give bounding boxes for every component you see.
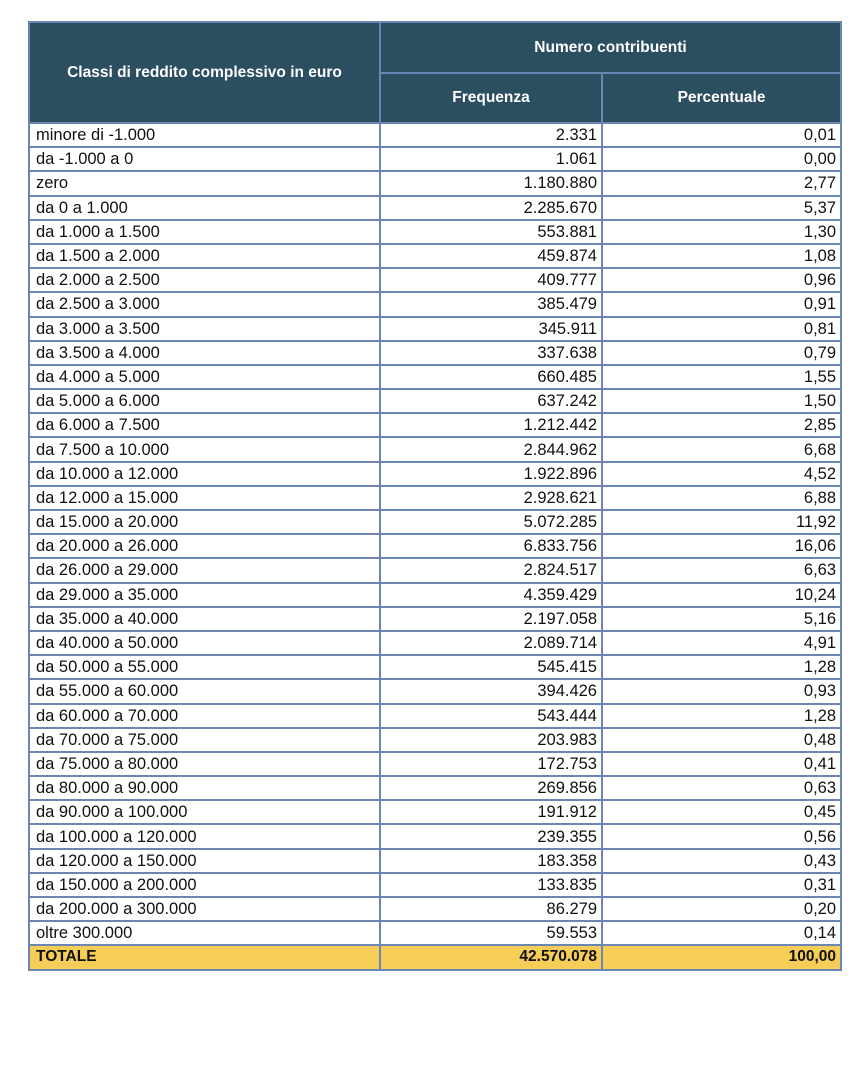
table-row xyxy=(29,558,841,582)
frequency-cell: 183.358 xyxy=(380,849,602,873)
table-row xyxy=(29,462,841,486)
income-class-cell: da -1.000 a 0 xyxy=(29,147,380,171)
income-class-cell: da 0 a 1.000 xyxy=(29,196,380,220)
table-row xyxy=(29,437,841,461)
percentage-cell: 0,43 xyxy=(602,849,841,873)
frequency-cell: 553.881 xyxy=(380,220,602,244)
frequency-cell: 203.983 xyxy=(380,728,602,752)
income-class-cell: da 5.000 a 6.000 xyxy=(29,389,380,413)
percentage-cell: 6,63 xyxy=(602,558,841,582)
header-frequency: Frequenza xyxy=(380,73,602,123)
frequency-cell: 345.911 xyxy=(380,317,602,341)
table-row xyxy=(29,897,841,921)
income-class-cell: da 80.000 a 90.000 xyxy=(29,776,380,800)
table-row xyxy=(29,776,841,800)
percentage-cell: 1,08 xyxy=(602,244,841,268)
percentage-cell: 5,16 xyxy=(602,607,841,631)
frequency-cell: 543.444 xyxy=(380,704,602,728)
percentage-cell: 2,77 xyxy=(602,171,841,195)
table-row xyxy=(29,752,841,776)
total-row xyxy=(29,945,841,969)
table-row xyxy=(29,486,841,510)
frequency-cell: 5.072.285 xyxy=(380,510,602,534)
table-row xyxy=(29,510,841,534)
percentage-cell: 0,93 xyxy=(602,679,841,703)
income-class-cell: da 4.000 a 5.000 xyxy=(29,365,380,389)
total-label: TOTALE xyxy=(29,945,380,969)
frequency-cell: 133.835 xyxy=(380,873,602,897)
percentage-cell: 10,24 xyxy=(602,583,841,607)
percentage-cell: 0,56 xyxy=(602,824,841,848)
table-row xyxy=(29,679,841,703)
frequency-cell: 385.479 xyxy=(380,292,602,316)
table-header xyxy=(29,22,841,123)
frequency-cell: 239.355 xyxy=(380,824,602,848)
income-class-cell: da 60.000 a 70.000 xyxy=(29,704,380,728)
income-class-cell: da 90.000 a 100.000 xyxy=(29,800,380,824)
percentage-cell: 1,28 xyxy=(602,655,841,679)
table-row xyxy=(29,873,841,897)
frequency-cell: 637.242 xyxy=(380,389,602,413)
income-class-cell: da 6.000 a 7.500 xyxy=(29,413,380,437)
frequency-cell: 2.844.962 xyxy=(380,437,602,461)
percentage-cell: 4,52 xyxy=(602,462,841,486)
table-row xyxy=(29,921,841,945)
income-classes-table xyxy=(28,21,842,971)
income-class-cell: da 12.000 a 15.000 xyxy=(29,486,380,510)
income-class-cell: da 3.500 a 4.000 xyxy=(29,341,380,365)
percentage-cell: 0,20 xyxy=(602,897,841,921)
income-class-cell: da 100.000 a 120.000 xyxy=(29,824,380,848)
frequency-cell: 2.197.058 xyxy=(380,607,602,631)
percentage-cell: 4,91 xyxy=(602,631,841,655)
table-row xyxy=(29,800,841,824)
frequency-cell: 59.553 xyxy=(380,921,602,945)
frequency-cell: 394.426 xyxy=(380,679,602,703)
table-body xyxy=(29,123,841,945)
table-row xyxy=(29,534,841,558)
percentage-cell: 0,79 xyxy=(602,341,841,365)
table-row xyxy=(29,631,841,655)
table-row xyxy=(29,849,841,873)
frequency-cell: 269.856 xyxy=(380,776,602,800)
table-row xyxy=(29,824,841,848)
income-class-cell: da 50.000 a 55.000 xyxy=(29,655,380,679)
percentage-cell: 1,30 xyxy=(602,220,841,244)
income-class-cell: zero xyxy=(29,171,380,195)
frequency-cell: 4.359.429 xyxy=(380,583,602,607)
income-class-cell: da 29.000 a 35.000 xyxy=(29,583,380,607)
percentage-cell: 0,01 xyxy=(602,123,841,147)
income-class-cell: da 150.000 a 200.000 xyxy=(29,873,380,897)
header-percentage: Percentuale xyxy=(602,73,841,123)
frequency-cell: 1.212.442 xyxy=(380,413,602,437)
income-class-cell: da 35.000 a 40.000 xyxy=(29,607,380,631)
table-row xyxy=(29,341,841,365)
percentage-cell: 0,41 xyxy=(602,752,841,776)
percentage-cell: 0,31 xyxy=(602,873,841,897)
income-class-cell: da 75.000 a 80.000 xyxy=(29,752,380,776)
percentage-cell: 0,63 xyxy=(602,776,841,800)
frequency-cell: 2.331 xyxy=(380,123,602,147)
income-class-cell: da 10.000 a 12.000 xyxy=(29,462,380,486)
frequency-cell: 6.833.756 xyxy=(380,534,602,558)
income-class-cell: oltre 300.000 xyxy=(29,921,380,945)
frequency-cell: 172.753 xyxy=(380,752,602,776)
income-class-cell: da 2.500 a 3.000 xyxy=(29,292,380,316)
table-row xyxy=(29,389,841,413)
percentage-cell: 1,50 xyxy=(602,389,841,413)
table-row xyxy=(29,607,841,631)
frequency-cell: 2.928.621 xyxy=(380,486,602,510)
income-classes-table-container xyxy=(28,21,840,971)
header-income-classes: Classi di reddito complessivo in euro xyxy=(29,22,380,123)
percentage-cell: 1,28 xyxy=(602,704,841,728)
frequency-cell: 409.777 xyxy=(380,268,602,292)
table-row xyxy=(29,244,841,268)
income-class-cell: da 3.000 a 3.500 xyxy=(29,317,380,341)
percentage-cell: 0,91 xyxy=(602,292,841,316)
table-row xyxy=(29,704,841,728)
income-class-cell: da 200.000 a 300.000 xyxy=(29,897,380,921)
table-row xyxy=(29,171,841,195)
percentage-cell: 2,85 xyxy=(602,413,841,437)
percentage-cell: 0,96 xyxy=(602,268,841,292)
percentage-cell: 0,48 xyxy=(602,728,841,752)
percentage-cell: 0,45 xyxy=(602,800,841,824)
income-class-cell: da 1.500 a 2.000 xyxy=(29,244,380,268)
table-row xyxy=(29,220,841,244)
income-class-cell: minore di -1.000 xyxy=(29,123,380,147)
table-row xyxy=(29,147,841,171)
percentage-cell: 0,81 xyxy=(602,317,841,341)
income-class-cell: da 26.000 a 29.000 xyxy=(29,558,380,582)
table-row xyxy=(29,365,841,389)
table-row xyxy=(29,413,841,437)
percentage-cell: 0,14 xyxy=(602,921,841,945)
table-row xyxy=(29,123,841,147)
total-frequency: 42.570.078 xyxy=(380,945,602,969)
table-row xyxy=(29,268,841,292)
table-row xyxy=(29,655,841,679)
frequency-cell: 545.415 xyxy=(380,655,602,679)
income-class-cell: da 40.000 a 50.000 xyxy=(29,631,380,655)
table-row xyxy=(29,196,841,220)
frequency-cell: 1.922.896 xyxy=(380,462,602,486)
table-row xyxy=(29,317,841,341)
percentage-cell: 16,06 xyxy=(602,534,841,558)
frequency-cell: 459.874 xyxy=(380,244,602,268)
percentage-cell: 6,88 xyxy=(602,486,841,510)
frequency-cell: 86.279 xyxy=(380,897,602,921)
income-class-cell: da 70.000 a 75.000 xyxy=(29,728,380,752)
total-percentage: 100,00 xyxy=(602,945,841,969)
frequency-cell: 2.089.714 xyxy=(380,631,602,655)
table-row xyxy=(29,583,841,607)
percentage-cell: 5,37 xyxy=(602,196,841,220)
table-row xyxy=(29,728,841,752)
frequency-cell: 1.061 xyxy=(380,147,602,171)
income-class-cell: da 20.000 a 26.000 xyxy=(29,534,380,558)
income-class-cell: da 120.000 a 150.000 xyxy=(29,849,380,873)
table-row xyxy=(29,292,841,316)
frequency-cell: 2.824.517 xyxy=(380,558,602,582)
income-class-cell: da 7.500 a 10.000 xyxy=(29,437,380,461)
income-class-cell: da 2.000 a 2.500 xyxy=(29,268,380,292)
percentage-cell: 6,68 xyxy=(602,437,841,461)
percentage-cell: 11,92 xyxy=(602,510,841,534)
header-taxpayer-count: Numero contribuenti xyxy=(380,22,841,73)
percentage-cell: 0,00 xyxy=(602,147,841,171)
percentage-cell: 1,55 xyxy=(602,365,841,389)
frequency-cell: 1.180.880 xyxy=(380,171,602,195)
income-class-cell: da 55.000 a 60.000 xyxy=(29,679,380,703)
frequency-cell: 660.485 xyxy=(380,365,602,389)
frequency-cell: 337.638 xyxy=(380,341,602,365)
income-class-cell: da 15.000 a 20.000 xyxy=(29,510,380,534)
frequency-cell: 191.912 xyxy=(380,800,602,824)
frequency-cell: 2.285.670 xyxy=(380,196,602,220)
income-class-cell: da 1.000 a 1.500 xyxy=(29,220,380,244)
